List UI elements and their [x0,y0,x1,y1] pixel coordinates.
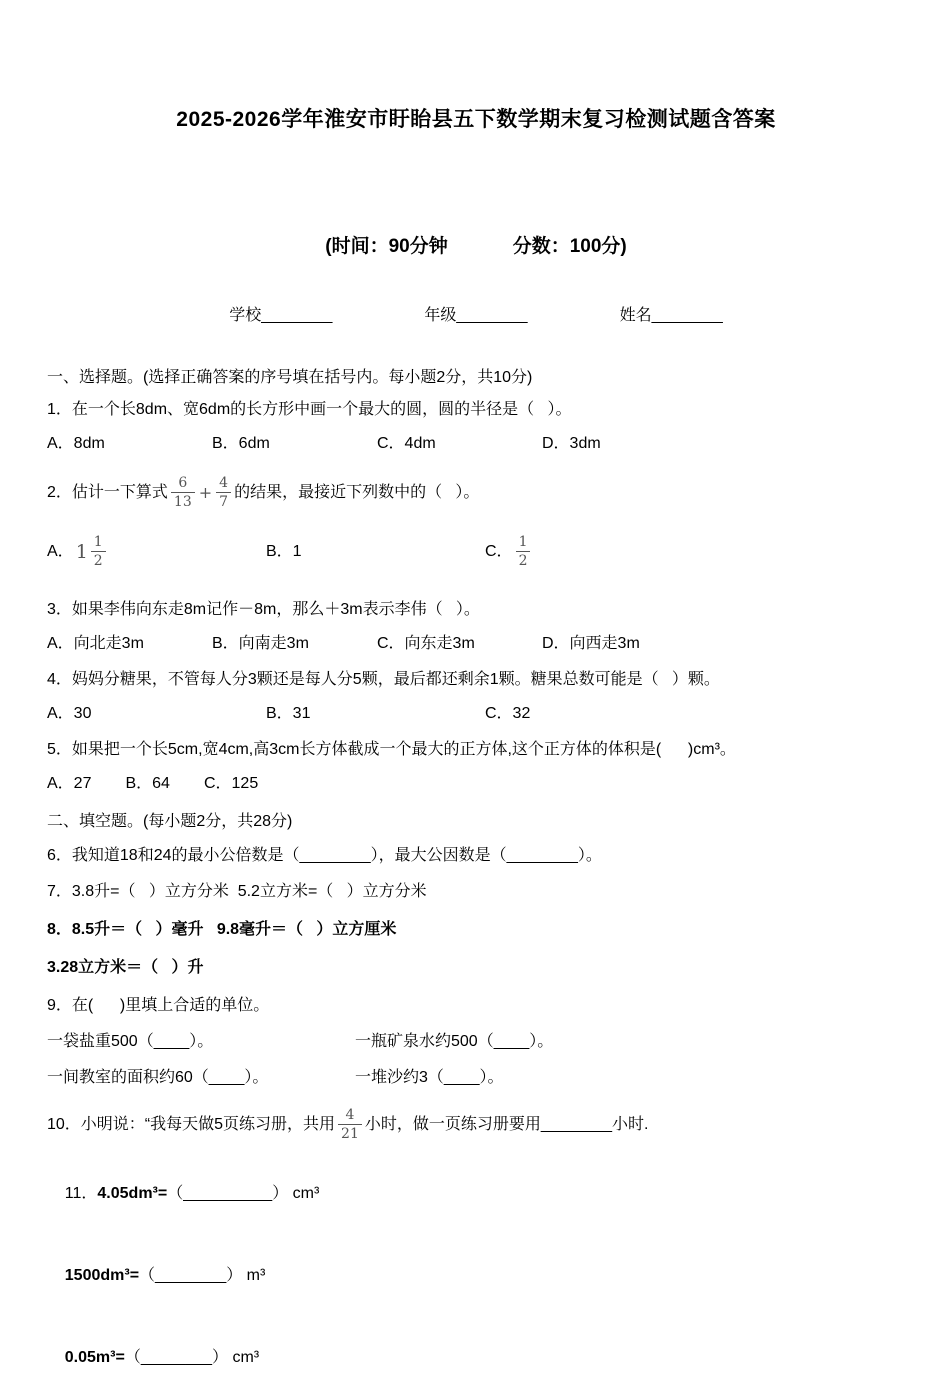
fraction-numerator: 4 [338,1107,362,1125]
q5-option-b: B．64 [125,775,170,793]
school-blank: 学校________ [229,307,333,324]
q5-options [47,773,905,795]
q9-classroom-blank: 一间教室的面积约60（____）。 [47,1069,269,1087]
page-title: 2025-2026学年淮安市盱眙县五下数学期末复习检测试题含答案 [176,108,776,131]
q8-text-line1: 8．8.5升＝（ ）毫升 9.8毫升＝（ ）立方厘米 [47,921,397,939]
fraction-numerator: 6 [171,475,195,493]
q11-value-3: 0.05m³= [64,1348,125,1366]
q2-text-post: 的结果，最接近下列数中的（ ）。 [234,483,480,501]
q1-text: 1．在一个长8dm、宽6dm的长方形中画一个最大的圆，圆的半径是（ ）。 [47,401,572,418]
time-label: (时间：90分钟 [325,236,448,257]
fraction-4-7 [216,475,231,510]
plus-sign: + [198,482,213,502]
fraction-numerator: 1 [91,534,106,552]
q11-blank-2: （________） m³ [139,1266,266,1284]
q5-text: 5．如果把一个长5cm,宽4cm,高3cm长方体截成一个最大的正方体,这个正方体的体积是( )cm³。 [47,741,736,759]
q9-row-2 [47,1067,905,1089]
fraction-1-2 [516,534,531,569]
q2-text [47,475,905,510]
q3-option-a: A．向北走3m [47,635,144,653]
q4-text: 4．妈妈分糖果，不管每人分3颗还是每人分5颗，最后都还剩余1颗。糖果总数可能是（ ）颗。 [47,671,720,689]
fraction-4-21 [338,1107,362,1142]
q2-text-pre: 2．估计一下算式 [47,483,168,501]
q11-line-2 [47,1243,905,1309]
fraction-denominator: 7 [219,494,229,511]
q2-option-c [485,534,533,569]
q9-salt-blank: 一袋盐重500（____）。 [47,1033,214,1051]
q4-option-a: A．30 [47,705,92,723]
q3-text: 3．如果李伟向东走8m记作－8m，那么＋3m表示李伟（ ）。 [47,601,480,619]
q5-option-a: A．27 [47,775,92,793]
q11-marker: 11． [64,1184,98,1202]
fraction-denominator: 13 [173,494,192,511]
section1-heading: 一、选择题。(选择正确答案的序号填在括号内。每小题2分，共10分) [47,369,533,386]
q10-text-post: 小时，做一页练习册要用________小时. [364,1115,649,1133]
fraction-1-2 [91,534,106,569]
fraction-numerator: 1 [516,534,531,552]
q9-row-1 [47,1031,905,1053]
q6-text: 6．我知道18和24的最小公倍数是（________），最大公因数是（________）。 [47,847,602,865]
fraction-denominator: 2 [93,553,103,570]
q1-options [47,433,905,455]
q11-value-1: 4.05dm³= [97,1184,168,1202]
q11-value-2: 1500dm³= [64,1266,140,1284]
q3-option-b: B．向南走3m [212,635,309,653]
q8-text-line2: 3.28立方米＝（ ）升 [47,959,204,977]
q4-option-c: C．32 [485,705,531,723]
q11-line-3 [47,1325,905,1391]
q1-option-c: C．4dm [377,435,436,452]
fraction-6-13 [171,475,195,510]
q9-sand-blank: 一堆沙约3（____）。 [355,1069,504,1087]
q3-option-c: C．向东走3m [377,635,475,653]
fraction-denominator: 21 [341,1126,359,1143]
q1-option-a: A．8dm [47,435,105,452]
q10-text [47,1107,905,1142]
fraction-numerator: 4 [216,475,231,493]
q4-option-b: B．31 [266,705,311,723]
q3-options [47,633,905,655]
q2-option-a [47,534,266,569]
q2-options [47,534,905,569]
name-blank: 姓名________ [619,307,723,324]
q11-blank-1: （__________） cm³ [167,1184,320,1202]
q2-option-a-label: A． [47,542,74,560]
grade-blank: 年级________ [424,307,528,324]
q1-option-b: B．6dm [212,435,270,452]
q7-text: 7．3.8升=（ ）立方分米 5.2立方米=（ ）立方分米 [47,883,427,901]
q2-option-c-label: C． [485,542,513,560]
q4-options [47,703,905,725]
q10-text-pre: 10．小明说：“我每天做5页练习册，共用 [47,1115,336,1133]
q9-water-blank: 一瓶矿泉水约500（____）。 [355,1033,554,1051]
q2-option-b: B．1 [266,542,302,560]
time-score-line [47,231,905,258]
q1-option-d: D．3dm [542,435,601,452]
q11-line-1 [47,1161,905,1227]
score-label: 分数：100分) [512,236,627,257]
student-info-line [47,302,905,325]
q5-option-c: C．125 [203,775,259,793]
fraction-denominator: 2 [518,553,528,570]
mixed-number-whole: 1 [75,540,88,563]
section2-heading: 二、填空题。(每小题2分，共28分) [47,813,293,831]
q3-option-d: D．向西走3m [542,635,640,653]
q9-text: 9．在( )里填上合适的单位。 [47,997,270,1015]
q11-blank-3: （________） cm³ [124,1348,260,1366]
